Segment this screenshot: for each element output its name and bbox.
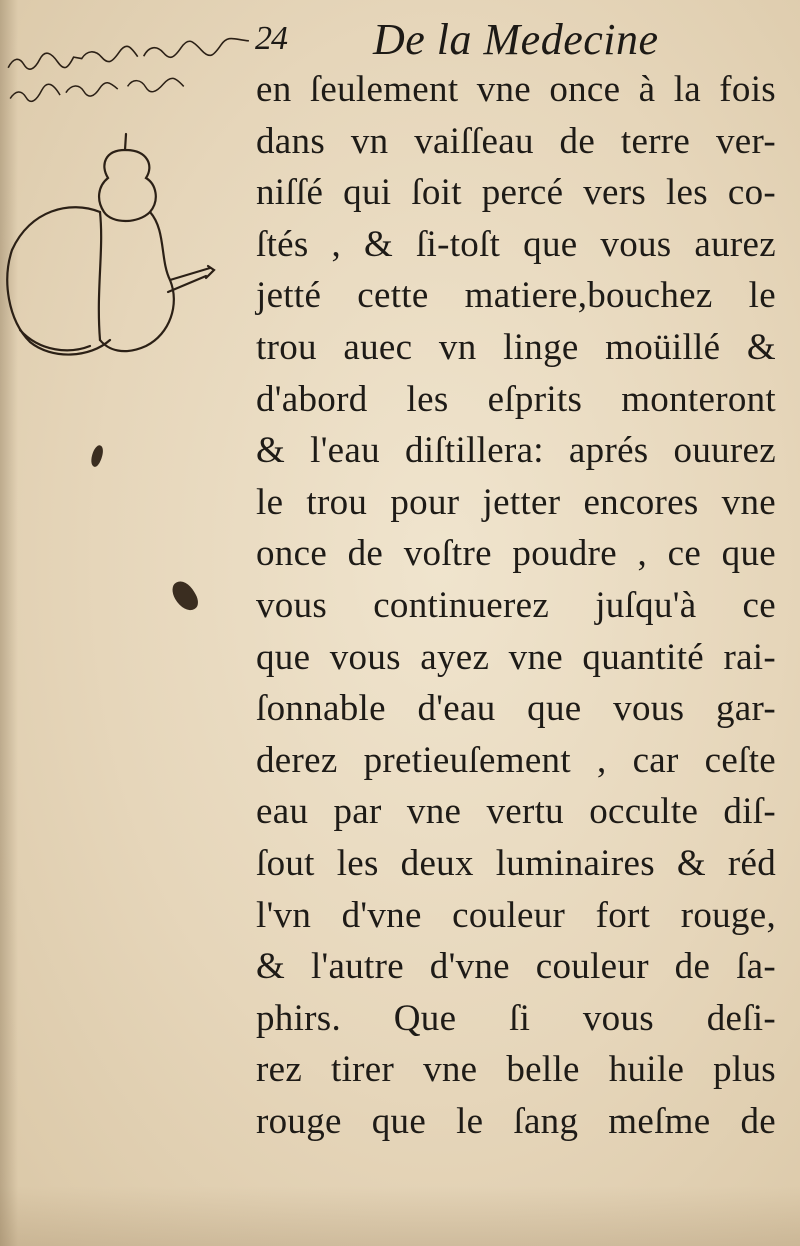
text-line: vous continuerez juſqu'à ce [256, 584, 776, 626]
running-title: De la Medecine [373, 15, 659, 64]
handwritten-marginal-note [4, 50, 254, 112]
running-head [255, 14, 775, 64]
text-line: le trou pour jetter encores vne [256, 481, 776, 523]
page-bottom-shadow [0, 1186, 800, 1246]
ink-blot [89, 444, 106, 468]
text-line: ſtés , & ſi-toſt que vous aurez [256, 223, 776, 265]
body-text [256, 64, 776, 1147]
page-number: 24 [255, 20, 287, 57]
text-line: l'vn d'vne couleur fort rouge, [256, 894, 776, 936]
text-line: dans vn vaiſſeau de terre ver- [256, 120, 776, 162]
text-line: rez tirer vne belle huile plus [256, 1049, 776, 1091]
text-line: phirs. Que ſi vous deſi- [256, 997, 776, 1039]
text-line: once de voſtre poudre , ce que [256, 533, 776, 575]
text-line: ſout les deux luminaires & réd [256, 842, 776, 884]
text-line: & l'eau diſtillera: aprés ouurez [256, 430, 776, 472]
text-line: jetté cette matiere,bouchez le [256, 275, 776, 317]
text-line: trou auec vn linge moüillé & [256, 326, 776, 368]
text-line: eau par vne vertu occulte diſ- [256, 791, 776, 833]
text-line: rouge que le ſang meſme de [256, 1100, 776, 1142]
alembic-sketch [0, 120, 240, 380]
text-line: d'abord les eſprits monteront [256, 378, 776, 420]
ink-blot [168, 577, 201, 615]
text-line: & l'autre d'vne couleur de ſa- [256, 946, 776, 988]
text-line: que vous ayez vne quantité rai- [256, 636, 776, 678]
text-line: niſſé qui ſoit percé vers les co- [256, 172, 776, 214]
text-line: en ſeulement vne once à la fois [256, 69, 776, 110]
text-line: derez pretieuſement , car ceſte [256, 739, 776, 781]
text-line: ſonnable d'eau que vous gar- [256, 688, 776, 730]
